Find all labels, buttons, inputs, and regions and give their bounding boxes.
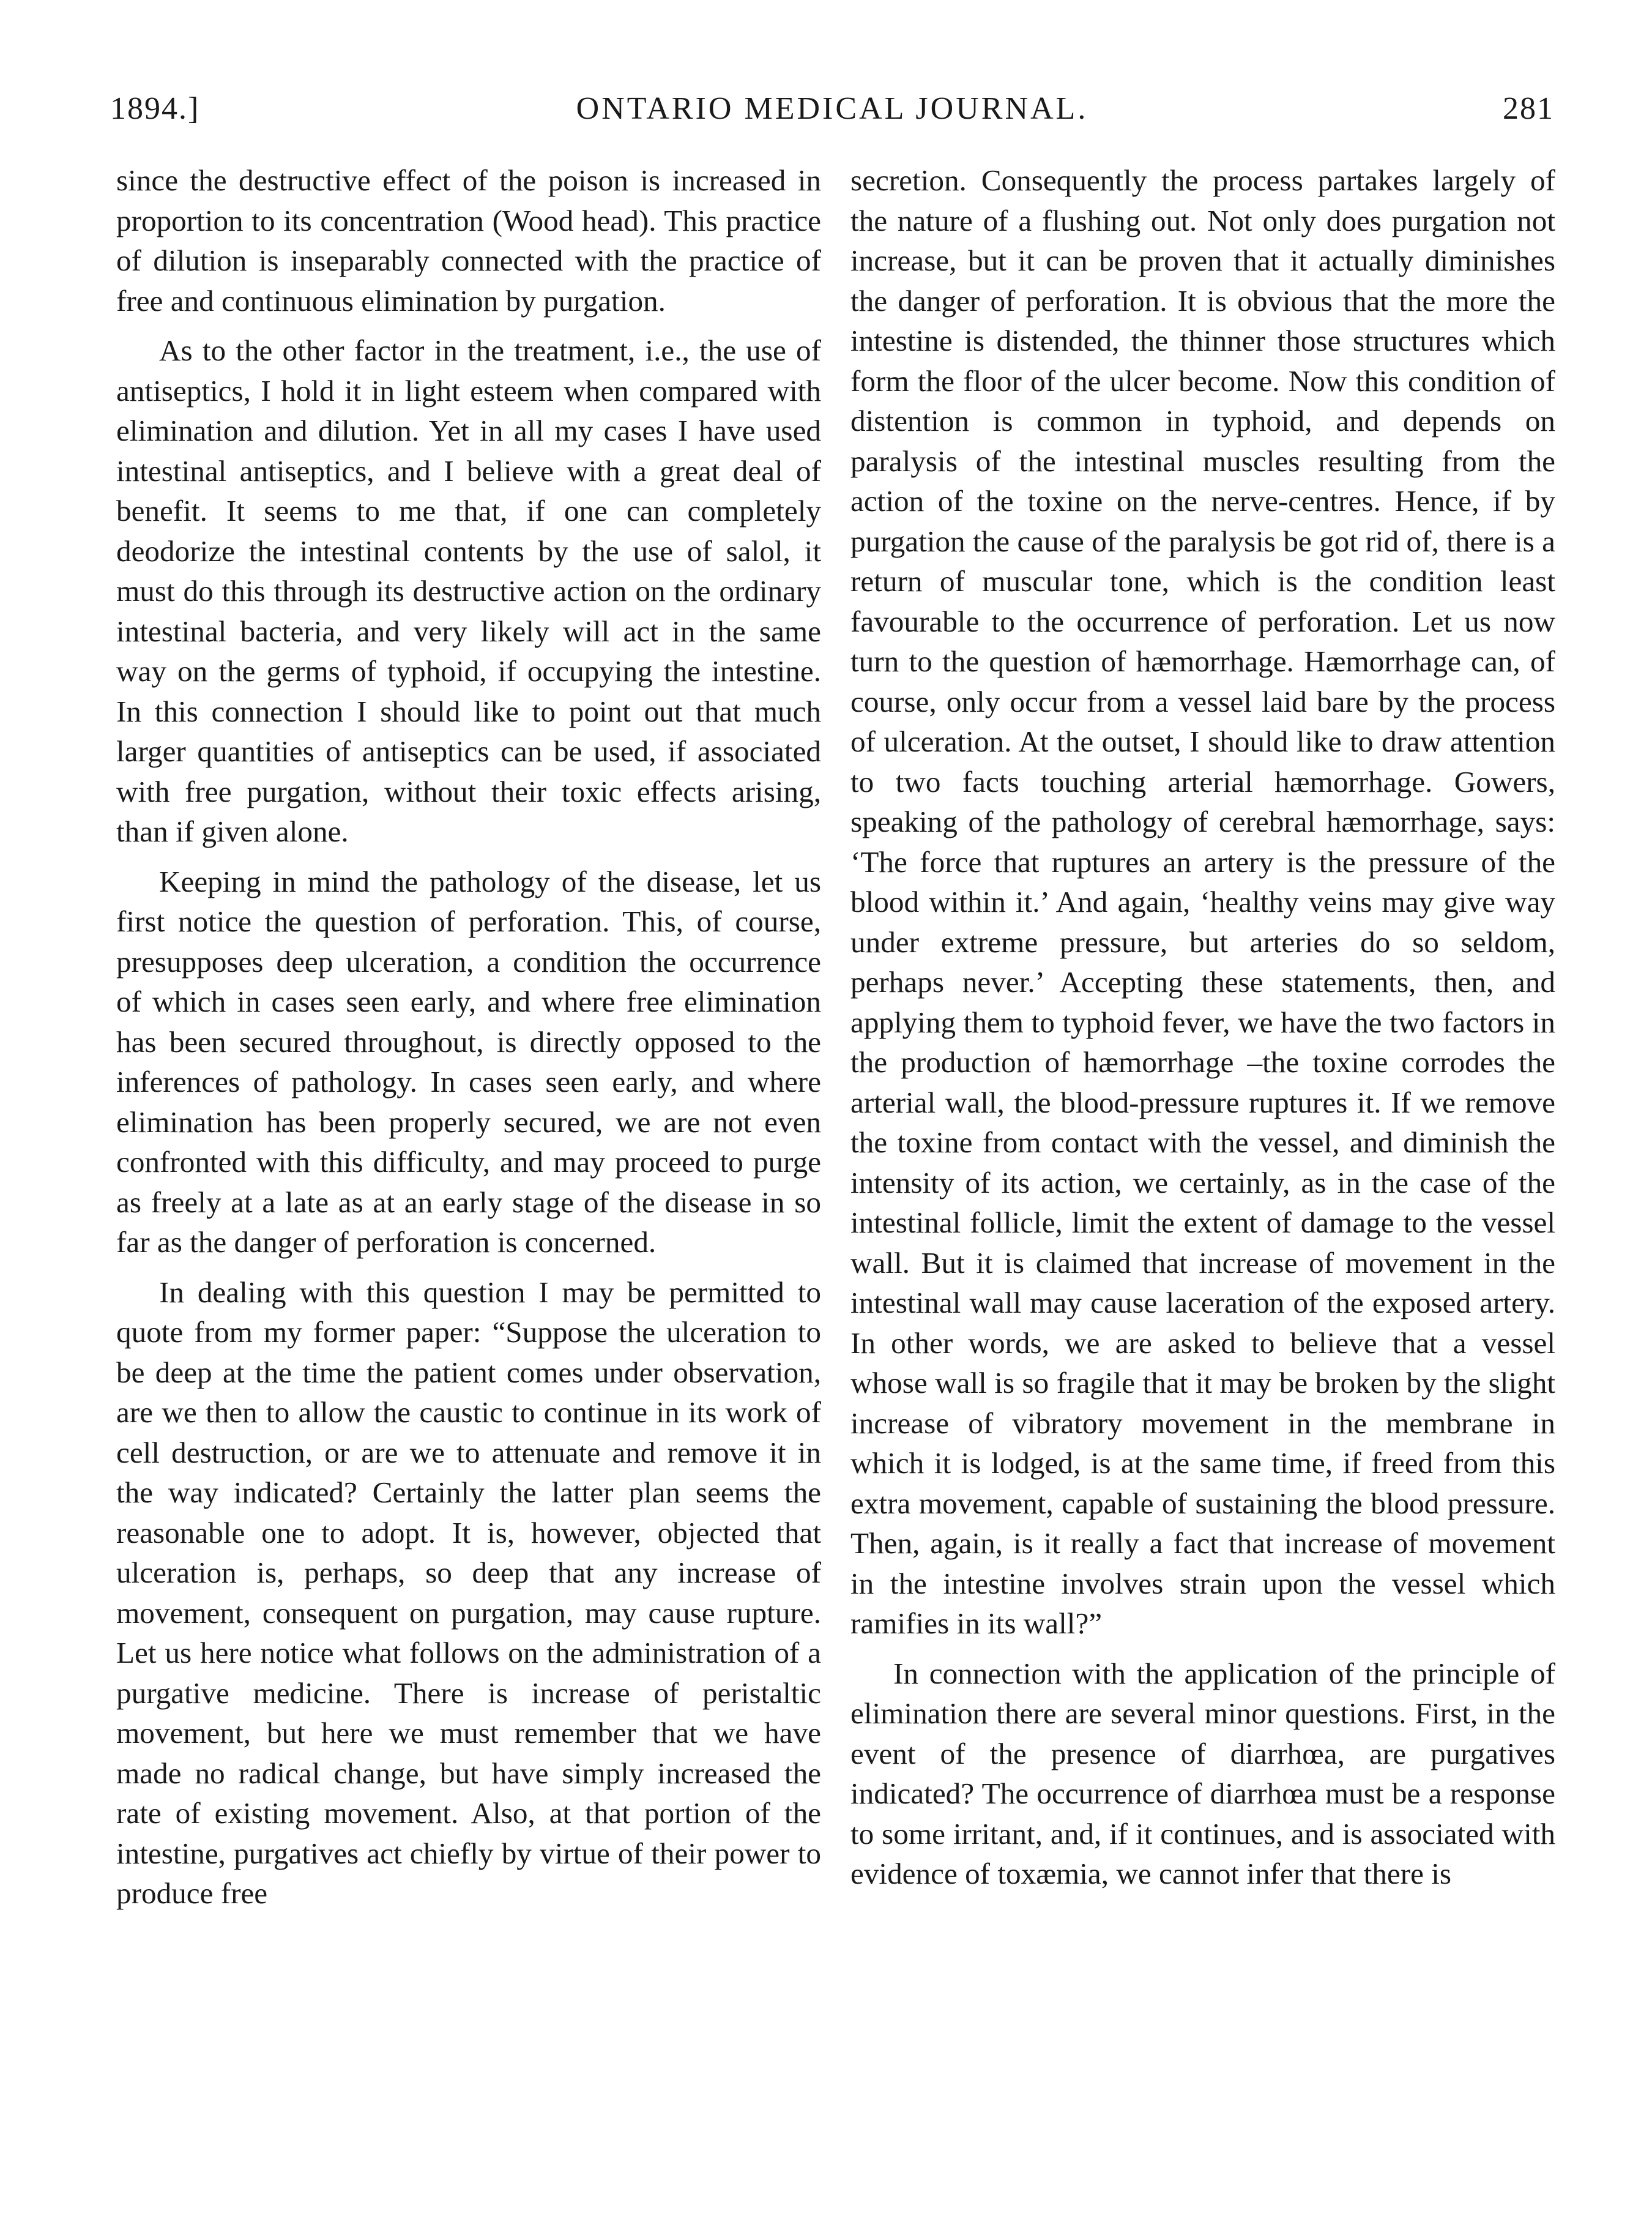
left-column bbox=[116, 160, 821, 2149]
page-number: 281 bbox=[1503, 91, 1554, 126]
paragraph: In dealing with this question I may be permitted to quote from my former paper: “Suppose the ulceration to be deep at the time the patient comes under observation, are we then to allow the caustic to continue in its work of cell destruction, or are we to attenuate and remove it in the way indicated? Certainly the latter plan seems the reasonable one to adopt. It is, however, objected that ulceration is, perhaps, so deep that any increase of movement, consequent on purgation, may cause rupture. Let us here notice what follows on the administration of a purgative medicine. There is increase of peristaltic movement, but here we must remember that we have made no radical change, but have simply increased the rate of existing movement. Also, at that portion of the intestine, purgatives act chiefly by virtue of their power to produce free bbox=[116, 1275, 821, 1910]
paragraph: since the destructive effect of the poison is increased in proportion to its concentration (Wood head). This practice of dilution is inseparably connected with the practice of free and continuous elimination by purgation. bbox=[116, 163, 821, 318]
header-year: 1894.] bbox=[110, 91, 200, 126]
paragraph: Keeping in mind the pathology of the disease, let us first notice the question of perforation. This, of course, presupposes deep ulceration, a condition the occurrence of which in cases seen early, and where free elimination has been secured throughout, is directly opposed to the inferences of pathology. In cases seen early, and where elimination has been properly secured, we are not even confronted with this difficulty, and may proceed to purge as freely at a late as at an early stage of the disease in so far as the danger of perforation is concerned. bbox=[116, 864, 821, 1259]
journal-title: ONTARIO MEDICAL JOURNAL. bbox=[576, 91, 1088, 126]
paragraph: As to the other factor in the treatment, i.e., the use of antiseptics, I hold it in light esteem when compared with elimination and dilution. Yet in all my cases I have used intestinal antiseptics, and I believe with a great deal of benefit. It seems to me that, if one can completely deodorize the intestinal contents by the use of salol, it must do this through its destructive action on the ordinary intestinal bacteria, and very likely will act in the same way on the germs of typhoid, if occupying the intestine. In this connection I should like to point out that much larger quantities of antiseptics can be used, if associated with free purgation, without their toxic effects arising, than if given alone. bbox=[116, 334, 821, 848]
paragraph: In connection with the application of the principle of elimination there are several minor questions. First, in the event of the presence of diarrhœa, are purgatives indicated? The occurrence of diarrhœa must be a response to some irritant, and, if it continues, and is associated with evidence of toxæmia, we cannot infer that there is bbox=[850, 1656, 1555, 1890]
running-header bbox=[110, 91, 1554, 133]
paragraph: secretion. Consequently the process partakes largely of the nature of a flushing out. Not only does purgation not increase, but it can be proven that it actually diminishes the danger of perforation. It is obvious that the more the intestine is distended, the thinner those structures which form the floor of the ulcer become. Now this condition of distention is common in typhoid, and depends on paralysis of the intestinal muscles resulting from the action of the toxine on the nerve-centres. Hence, if by purgation the cause of the paralysis be got rid of, there is a return of muscular tone, which is the condition least favourable to the occurrence of perforation. Let us now turn to the question of hæmorrhage. Hæmorrhage can, of course, only occur from a vessel laid bare by the process of ulceration. At the outset, I should like to draw attention to two facts touching arterial hæmorrhage. Gowers, speaking of the pathology of cerebral hæmorrhage, says: ‘The force that ruptures an artery is the pressure of the blood within it.’ And again, ‘healthy veins may give way under extreme pressure, but arteries do so seldom, perhaps never.’ Accepting these statements, then, and applying them to typhoid fever, we have the two factors in the production of hæmorrhage –the toxine corrodes the arterial wall, the blood-pressure ruptures it. If we remove the toxine from contact with the vessel, and diminish the intensity of its action, we certainly, as in the case of the intestinal follicle, limit the extent of damage to the vessel wall. But it is claimed that increase of movement in the intestinal wall may cause laceration of the exposed artery. In other words, we are asked to believe that a vessel whose wall is so fragile that it may be broken by the slight increase of vibratory movement in the membrane in which it is lodged, is at the same time, if freed from this extra movement, capable of sustaining the blood pressure. Then, again, is it really a fact that increase of movement in the intestine involves strain upon the vessel which ramifies in its wall?” bbox=[850, 163, 1555, 1640]
right-column bbox=[850, 160, 1555, 2149]
